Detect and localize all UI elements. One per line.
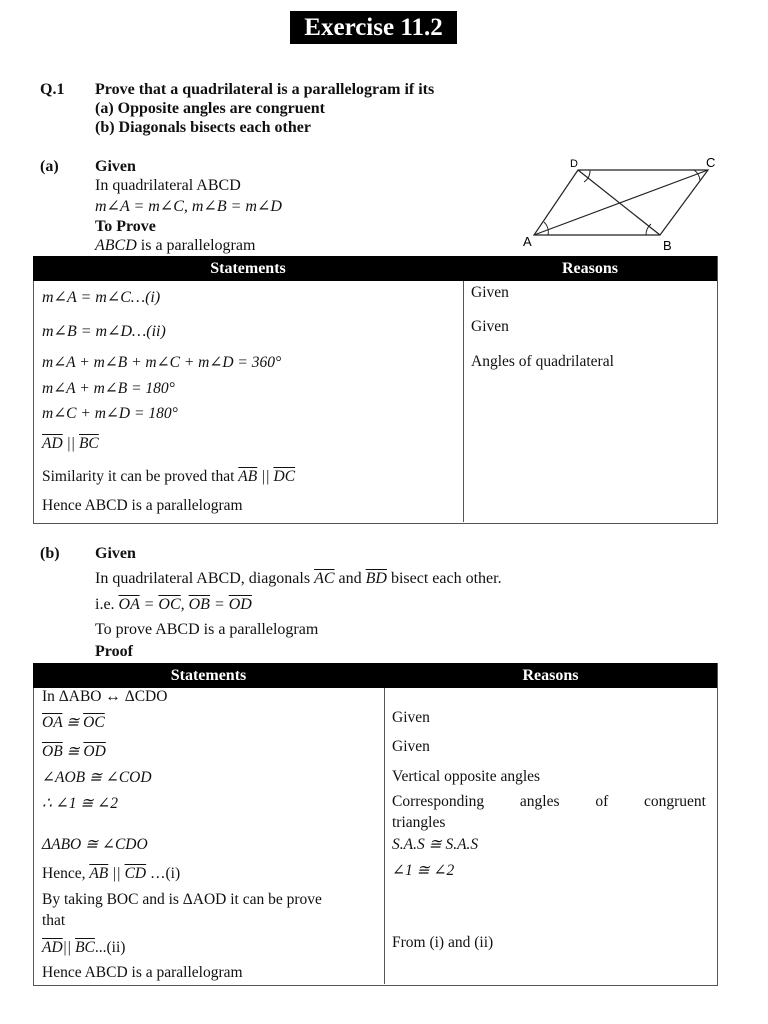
- ie-prefix: i.e.: [95, 596, 119, 613]
- table-a-header-statements: Statements: [33, 256, 463, 281]
- seg-dc: $\overline{DC}$: [273, 468, 296, 485]
- table-b-row-2-statement: [42, 713, 105, 732]
- angle-arc-a: [544, 222, 548, 235]
- reason-word-4: congruent: [644, 793, 706, 810]
- table-a-row-2-statement: m∠B = m∠D…(ii): [42, 323, 166, 340]
- ie-comma: ,: [180, 596, 189, 613]
- part-a-label: (a): [40, 158, 59, 175]
- label-c: C: [706, 155, 716, 170]
- seg-ac: $\overline{AC}$: [314, 570, 335, 587]
- eq-ref-i: …(i): [146, 865, 181, 882]
- part-a-to-prove-text: [95, 237, 255, 255]
- label-b: B: [663, 238, 672, 253]
- table-a-row-6-statement: [42, 435, 99, 453]
- part-b-ie-line: [95, 596, 252, 614]
- diagonal-ac: [534, 170, 708, 235]
- seg-cd: $\overline{CD}$: [124, 865, 147, 882]
- part-b-given-heading: Given: [95, 545, 136, 562]
- abcd-var: ABCD: [95, 237, 137, 254]
- table-b-row-3-statement: [42, 742, 106, 761]
- part-a-to-prove-heading: To Prove: [95, 218, 156, 235]
- table-b-row-2-reason: Given: [392, 709, 430, 726]
- table-b-row-5-reason-cont: triangles: [392, 814, 446, 831]
- given-and: and: [334, 570, 366, 587]
- part-a-given-math: m∠A = m∠C, m∠B = m∠D: [95, 198, 282, 215]
- table-b-row-1-statement: In ΔABO ↔ ΔCDO: [42, 688, 168, 705]
- table-b-row-4-statement: ∠AOB ≅ ∠COD: [42, 769, 152, 786]
- table-b-header-reasons: Reasons: [384, 663, 717, 688]
- seg-bc: $\overline{BC}$: [78, 435, 99, 452]
- table-b-row-4-reason: Vertical opposite angles: [392, 768, 541, 785]
- table-b: [33, 663, 718, 986]
- ie-eq2: =: [209, 596, 229, 613]
- table-a-row-2-reason: Given: [471, 318, 509, 335]
- diagonal-bd: [578, 170, 660, 235]
- reason-word-3: of: [595, 793, 609, 810]
- table-b-row-5-reason: [392, 793, 706, 811]
- seg-bc-2: $\overline{BC}$: [75, 939, 95, 956]
- table-b-row-9-reason: From (i) and (ii): [392, 934, 494, 951]
- seg-oa-2: $\overline{OA}$: [42, 714, 63, 731]
- question-line-1: Prove that a quadrilateral is a parallelogram if its: [95, 81, 435, 98]
- part-a-given-text: In quadrilateral ABCD: [95, 177, 241, 194]
- label-d: D: [570, 158, 578, 170]
- parallel-sign: ||: [62, 435, 79, 452]
- table-a-row-3-statement: m∠A + m∠B + m∠C + m∠D = 360°: [42, 354, 282, 371]
- table-a-row-5-statement: m∠C + m∠D = 180°: [42, 405, 178, 422]
- congruent-sign: ≅: [62, 714, 84, 731]
- similarity-prefix: Similarity it can be proved that: [42, 468, 239, 485]
- congruent-sign-2: ≅: [62, 743, 84, 760]
- parallel-sign-4: ||: [62, 939, 76, 956]
- table-b-header-statements: Statements: [33, 663, 384, 688]
- table-a-row-1-statement: m∠A = m∠C…(i): [42, 289, 161, 306]
- seg-oc-2: $\overline{OC}$: [83, 714, 105, 731]
- given-suffix: bisect each other.: [386, 570, 502, 587]
- part-a-given-heading: Given: [95, 158, 136, 175]
- seg-oc: $\overline{OC}$: [158, 596, 181, 613]
- exercise-title: Exercise 11.2: [290, 11, 457, 44]
- label-a: A: [523, 234, 532, 249]
- table-b-row-10-statement: Hence ABCD is a parallelogram: [42, 964, 243, 981]
- seg-ab: $\overline{AB}$: [238, 468, 258, 485]
- table-b-row-9-statement: [42, 939, 125, 957]
- table-a-row-1-reason: Given: [471, 284, 509, 301]
- eq-ref-ii: ...(ii): [94, 939, 126, 956]
- table-b-row-6-statement: ΔABO ≅ ∠CDO: [42, 836, 148, 853]
- question-line-3: (b) Diagonals bisects each other: [95, 119, 311, 136]
- table-a-divider: [463, 281, 464, 522]
- seg-od: $\overline{OD}$: [228, 596, 252, 613]
- given-prefix: In quadrilateral ABCD, diagonals: [95, 570, 315, 587]
- parallel-sign-3: ||: [108, 865, 125, 882]
- seg-ob-2: $\overline{OB}$: [42, 743, 63, 760]
- seg-ad-2: $\overline{AD}$: [42, 939, 63, 956]
- part-b-proof-heading: Proof: [95, 643, 133, 660]
- table-b-row-7-reason: ∠1 ≅ ∠2: [392, 862, 455, 879]
- reason-word-1: Corresponding: [392, 793, 485, 810]
- table-b-row-8-statement-cont: that: [42, 912, 66, 929]
- seg-od-2: $\overline{OD}$: [83, 743, 106, 760]
- seg-bd: $\overline{BD}$: [365, 570, 387, 587]
- hence-prefix: Hence,: [42, 865, 90, 882]
- table-a-row-8-statement: Hence ABCD is a parallelogram: [42, 497, 243, 514]
- part-b-given-line: [95, 570, 502, 588]
- table-b-divider: [384, 688, 385, 984]
- to-prove-rest: is a parallelogram: [136, 237, 256, 254]
- question-number: Q.1: [40, 81, 65, 98]
- parallelogram-diagram: [518, 150, 728, 255]
- table-a-row-3-reason: Angles of quadrilateral: [471, 353, 614, 370]
- seg-ob: $\overline{OB}$: [188, 596, 210, 613]
- part-b-label: (b): [40, 545, 60, 562]
- ie-eq1: =: [139, 596, 159, 613]
- table-b-row-6-reason: S.A.S ≅ S.A.S: [392, 836, 479, 853]
- table-a-header-reasons: Reasons: [463, 256, 717, 281]
- part-b-to-prove: To prove ABCD is a parallelogram: [95, 621, 319, 638]
- seg-ab-2: $\overline{AB}$: [89, 865, 109, 882]
- reason-word-2: angles: [519, 793, 560, 810]
- table-b-row-7-statement: [42, 865, 180, 883]
- seg-ad: $\overline{AD}$: [42, 435, 63, 452]
- table-a-row-7-statement: [42, 468, 295, 486]
- table-b-row-5-statement: ∴ ∠1 ≅ ∠2: [42, 795, 118, 812]
- table-b-row-3-reason: Given: [392, 738, 430, 755]
- table-a-row-4-statement: m∠A + m∠B = 180°: [42, 380, 175, 397]
- table-b-row-8-statement: By taking BOC and is ΔAOD it can be prove: [42, 891, 322, 908]
- parallel-sign-2: ||: [257, 468, 274, 485]
- question-line-2: (a) Opposite angles are congruent: [95, 100, 325, 117]
- seg-oa: $\overline{OA}$: [118, 596, 140, 613]
